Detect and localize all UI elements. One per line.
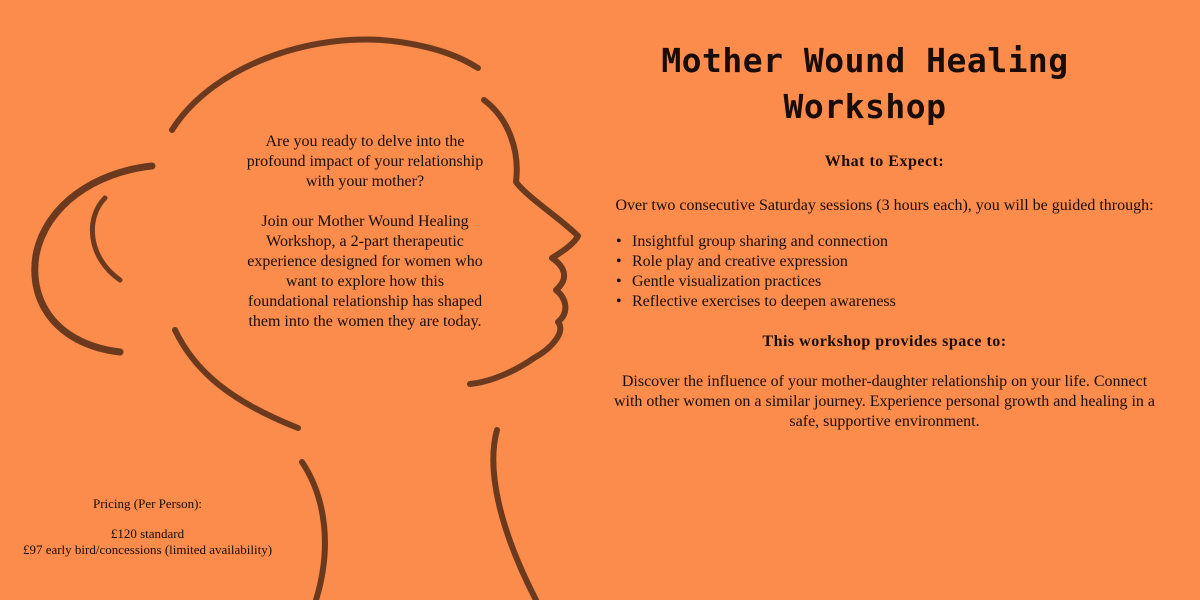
bullet-icon: • (616, 273, 622, 290)
list-item-label: Role play and creative expression (632, 253, 848, 270)
head-top-curve (172, 40, 478, 130)
bullet-icon: • (616, 293, 622, 310)
price-standard: £120 standard (110, 526, 185, 541)
intro-question: Are you ready to delve into the profound impact of your relationship with your mother? (246, 133, 484, 190)
page-title: Mother Wound Healing Workshop (661, 41, 1069, 126)
shoulder-curve (302, 462, 325, 600)
list-item (612, 252, 1157, 272)
list-item (612, 292, 1157, 312)
hair-bun-inner (92, 198, 120, 280)
pricing-block (20, 496, 275, 558)
pricing-heading: Pricing (Per Person): (92, 496, 203, 511)
details-column (612, 152, 1157, 432)
intro-invitation: Join our Mother Wound Healing Workshop, a 2-part therapeutic experience designed for women who want to explore how this foundational relationship has shaped them into the women they are today. (247, 213, 483, 330)
expect-list (612, 232, 1157, 312)
list-item (612, 272, 1157, 292)
bullet-icon: • (616, 233, 622, 250)
list-item-label: Reflective exercises to deepen awareness (632, 293, 896, 310)
list-item (612, 232, 1157, 252)
workshop-space-body: Discover the influence of your mother-daughter relationship on your life. Connect with other women on a similar journey. Experience personal growth and healing in a safe, supportive environment. (613, 373, 1156, 430)
throat-curve (493, 430, 536, 600)
list-item-label: Insightful group sharing and connection (632, 233, 888, 250)
bullet-icon: • (616, 253, 622, 270)
workshop-space-heading: This workshop provides space to: (762, 333, 1007, 350)
hair-bun-outer (35, 166, 152, 352)
what-to-expect-heading: What to Expect: (824, 153, 945, 170)
sessions-intro: Over two consecutive Saturday sessions (3 hours each), you will be guided through: (615, 197, 1154, 214)
price-early-bird: £97 early bird/concessions (limited availability) (22, 542, 273, 557)
list-item-label: Gentle visualization practices (632, 273, 822, 290)
face-profile (470, 100, 578, 384)
intro-text-block (245, 132, 485, 352)
